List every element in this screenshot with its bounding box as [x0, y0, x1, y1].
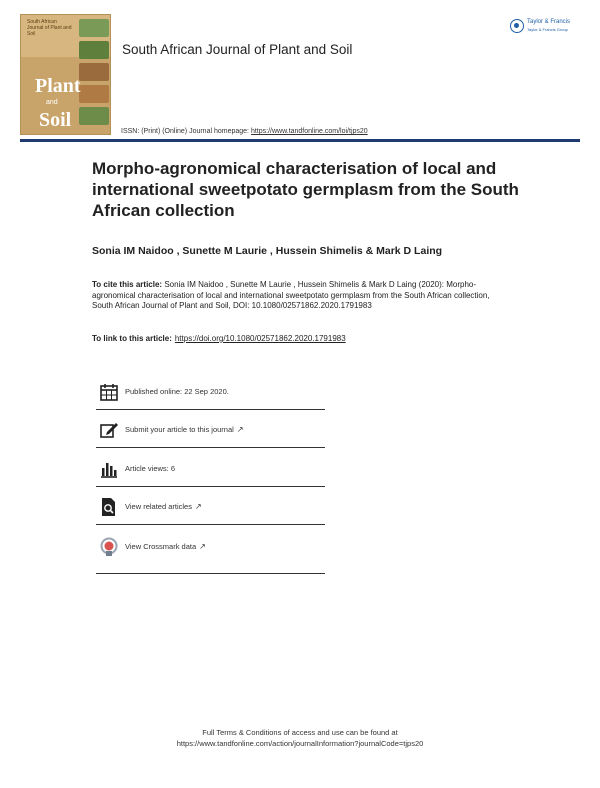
submit-article-label: Submit your article to this journal — [125, 425, 234, 434]
published-date: Published online: 22 Sep 2020. — [125, 387, 229, 396]
crossmark-row[interactable] — [96, 535, 325, 565]
crossmark-icon — [99, 537, 119, 557]
search-document-icon — [99, 497, 119, 517]
related-articles-row[interactable] — [96, 495, 325, 525]
footer — [0, 727, 600, 749]
cover-photo — [79, 107, 109, 125]
article-authors: Sonia IM Naidoo , Sunette M Laurie , Hussein Shimelis & Mark D Laing — [92, 245, 443, 257]
cover-word-plant: Plant — [35, 75, 81, 97]
submit-article-link[interactable] — [125, 425, 244, 434]
related-articles-label: View related articles — [125, 502, 192, 511]
crossmark-link[interactable] — [125, 542, 206, 551]
meta-bottom-divider — [96, 573, 325, 574]
bar-chart-icon — [99, 459, 119, 479]
citation-label: To cite this article: — [92, 280, 163, 289]
cover-journal-name: South African Journal of Plant and Soil — [27, 19, 72, 37]
published-row — [96, 380, 325, 410]
related-articles-link[interactable] — [125, 502, 202, 511]
external-link-icon: ↗ — [199, 542, 206, 551]
article-doi-link[interactable]: https://doi.org/10.1080/02571862.2020.1791983 — [174, 334, 346, 343]
cover-photo — [79, 85, 109, 103]
journal-cover-image — [20, 14, 111, 135]
article-link-line — [92, 334, 346, 343]
article-title: Morpho-agronomical characterisation of local and international sweetpotato germplasm from the South African collection — [92, 159, 519, 220]
edit-icon — [99, 420, 119, 440]
citation-text: Sonia IM Naidoo , Sunette M Laurie , Hussein Shimelis & Mark D Laing (2020): Morpho-agronomical characterisation of local and international sweetpotato germplasm from the South African collection, South African Journal of Plant and Soil, DOI: 10.1080/02571862.2020.1791983 — [92, 280, 490, 310]
publisher-logo-icon — [510, 19, 524, 33]
footer-terms-text: Full Terms & Conditions of access and use can be found at — [202, 728, 398, 737]
article-link-label: To link to this article: — [92, 334, 172, 343]
cover-word-and: and — [46, 99, 58, 106]
cover-photo — [79, 63, 109, 81]
calendar-icon — [99, 382, 119, 402]
cover-word-soil: Soil — [39, 109, 72, 131]
publisher-name: Taylor & Francis — [527, 19, 571, 25]
publisher-logo — [510, 18, 585, 36]
submit-article-row[interactable] — [96, 418, 325, 448]
article-views: Article views: 6 — [125, 464, 176, 473]
issn-line — [121, 128, 368, 135]
header-divider — [20, 139, 580, 142]
cover-photo — [79, 41, 109, 59]
journal-title: South African Journal of Plant and Soil — [122, 42, 353, 57]
citation-block — [92, 280, 512, 312]
issn-text: ISSN: (Print) (Online) Journal homepage: — [121, 128, 251, 135]
cover-photo — [79, 19, 109, 37]
external-link-icon: ↗ — [236, 425, 244, 434]
publisher-subname: Taylor & Francis Group — [527, 27, 568, 32]
article-views-row — [96, 457, 325, 487]
footer-terms-link[interactable]: https://www.tandfonline.com/action/journalInformation?journalCode=tjps20 — [176, 739, 424, 748]
journal-homepage-link[interactable]: https://www.tandfonline.com/loi/tjps20 — [250, 128, 368, 135]
external-link-icon: ↗ — [194, 502, 202, 511]
crossmark-label: View Crossmark data — [125, 542, 197, 551]
